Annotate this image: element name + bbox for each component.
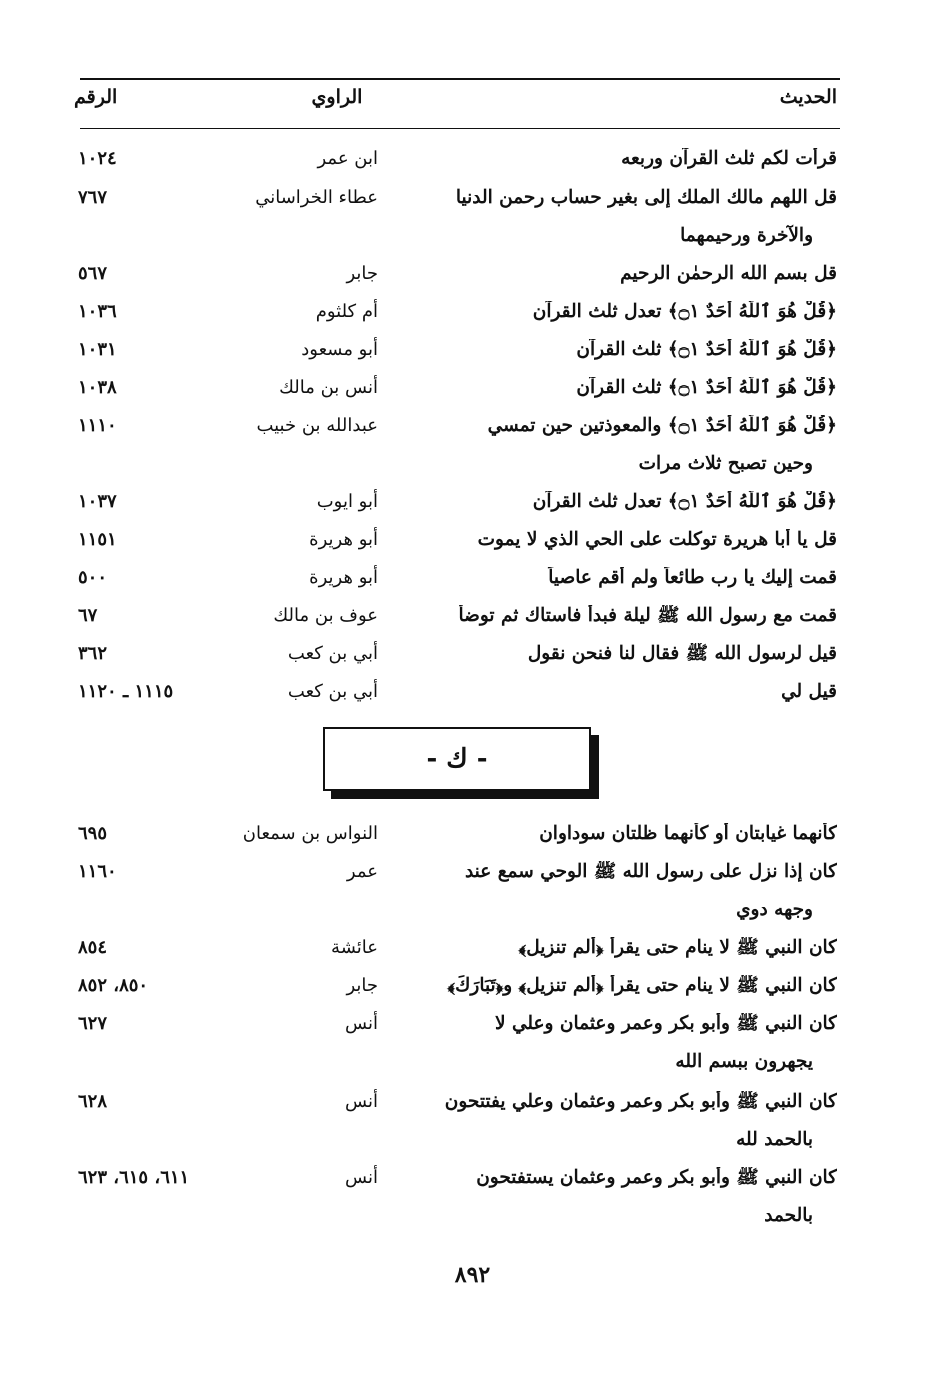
- hadith-continuation: وحين تصبح ثلاث مرات: [638, 453, 813, 474]
- index-row: [0, 643, 945, 679]
- index-row: [0, 415, 945, 487]
- rawi-name: عائشة: [331, 937, 378, 958]
- index-row: [0, 861, 945, 933]
- rawi-name: جابر: [346, 263, 378, 284]
- hadith-number: ٥٠٠: [78, 567, 108, 588]
- hadith-text: كان النبي ﷺ وأبو بكر وعمر وعثمان وعلي يفتتحون: [444, 1091, 837, 1112]
- index-row: [0, 605, 945, 641]
- hadith-continuation: يجهرون ببسم الله: [675, 1051, 813, 1072]
- hadith-number: ١٠٢٤: [78, 148, 117, 169]
- rawi-name: أنس: [345, 1167, 378, 1188]
- rawi-name: أبي بن كعب: [287, 643, 378, 664]
- index-row: [0, 567, 945, 603]
- header-number: الرقم: [74, 86, 118, 108]
- hadith-text: ﴿قُلْ هُوَ ٱللَّهُ أَحَدٌ ۝١﴾ تعدل ثلث القرآن: [532, 491, 837, 512]
- index-row: [0, 263, 945, 299]
- index-row: [0, 1013, 945, 1085]
- index-row: [0, 301, 945, 337]
- header-rawi: الراوي: [311, 86, 363, 108]
- hadith-number: ٥٦٧: [78, 263, 108, 284]
- hadith-text: قل بسم الله الرحمٰن الرحيم: [620, 263, 837, 284]
- rawi-name: أم كلثوم: [315, 301, 378, 322]
- rawi-name: أبو هريرة: [309, 529, 378, 550]
- index-row: [0, 491, 945, 527]
- rawi-name: أبو هريرة: [309, 567, 378, 588]
- hadith-number: ٦٩٥: [78, 823, 108, 844]
- hadith-text: قمت إليك يا رب طائعاً ولم أقم عاصياً: [548, 567, 837, 588]
- page-number: ٨٩٢: [454, 1262, 491, 1288]
- hadith-number: ٨٥٠، ٨٥٢: [78, 975, 149, 996]
- index-row: [0, 187, 945, 259]
- hadith-number: ٦١١، ٦١٥، ٦٢٣: [78, 1167, 190, 1188]
- header-hadith: الحديث: [779, 86, 837, 108]
- rawi-name: عمر: [346, 861, 378, 882]
- index-row: [0, 681, 945, 717]
- header-rule: [80, 128, 840, 129]
- hadith-text: ﴿قُلْ هُوَ ٱللَّهُ أَحَدٌ ۝١﴾ والمعوذتين حين تمسي: [487, 415, 837, 436]
- rawi-name: أنس بن مالك: [279, 377, 378, 398]
- rawi-name: عطاء الخراساني: [255, 187, 378, 208]
- index-row: [0, 937, 945, 973]
- hadith-number: ٣٦٢: [78, 643, 108, 664]
- hadith-text: قرأت لكم ثلث القرآن وربعه: [621, 148, 837, 169]
- index-row: [0, 529, 945, 565]
- hadith-text: قل اللهم مالك الملك إلى بغير حساب رحمن الدنيا: [455, 187, 837, 208]
- hadith-number: ١٠٣٦: [78, 301, 117, 322]
- hadith-text: قيل لي: [781, 681, 837, 702]
- index-row: [0, 823, 945, 859]
- index-row: [0, 148, 945, 184]
- hadith-text: كأنهما غيابتان أو كأنهما ظلتان سوداوان: [539, 823, 837, 844]
- hadith-number: ١٠٣٨: [78, 377, 117, 398]
- hadith-continuation: بالحمد: [764, 1205, 813, 1226]
- hadith-number: ١١٦٠: [78, 861, 117, 882]
- hadith-number: ٦٧: [78, 605, 98, 626]
- index-row: [0, 1167, 945, 1239]
- hadith-text: قمت مع رسول الله ﷺ ليلة فبدأ فاستاك ثم توضأ: [458, 605, 837, 626]
- hadith-number: ١١٥١: [78, 529, 117, 550]
- hadith-text: كان النبي ﷺ لا ينام حتى يقرأ ﴿ألم تنزيل﴾: [518, 937, 837, 958]
- hadith-text: كان إذا نزل على رسول الله ﷺ الوحي سمع عند: [464, 861, 837, 882]
- hadith-number: ٦٢٨: [78, 1091, 108, 1112]
- rawi-name: النواس بن سمعان: [242, 823, 378, 844]
- section-letter: - ك -: [426, 744, 488, 774]
- hadith-continuation: وجهه دوي: [736, 899, 813, 920]
- rawi-name: ابن عمر: [317, 148, 378, 169]
- hadith-text: ﴿قُلْ هُوَ ٱللَّهُ أَحَدٌ ۝١﴾ تعدل ثلث القرآن: [532, 301, 837, 322]
- rawi-name: أبو مسعود: [301, 339, 378, 360]
- top-rule: [80, 78, 840, 80]
- hadith-continuation: بالحمد لله: [736, 1129, 813, 1150]
- hadith-number: ١٠٣١: [78, 339, 117, 360]
- hadith-text: ﴿قُلْ هُوَ ٱللَّهُ أَحَدٌ ۝١﴾ ثلث القرآن: [576, 339, 837, 360]
- hadith-text: ﴿قُلْ هُوَ ٱللَّهُ أَحَدٌ ۝١﴾ ثلث القرآن: [576, 377, 837, 398]
- rawi-name: أنس: [345, 1091, 378, 1112]
- rawi-name: عبدالله بن خبيب: [256, 415, 378, 436]
- hadith-number: ١١١٠: [78, 415, 117, 436]
- section-letter-box: [323, 727, 591, 791]
- hadith-number: ١٠٣٧: [78, 491, 117, 512]
- index-row: [0, 377, 945, 413]
- index-row: [0, 339, 945, 375]
- hadith-number: ٦٢٧: [78, 1013, 108, 1034]
- hadith-text: كان النبي ﷺ وأبو بكر وعمر وعثمان يستفتحون: [476, 1167, 837, 1188]
- hadith-number: ٨٥٤: [78, 937, 108, 958]
- hadith-continuation: والآخرة ورحيمهما: [680, 225, 813, 246]
- rawi-name: عوف بن مالك: [273, 605, 378, 626]
- index-row: [0, 1091, 945, 1163]
- hadith-text: كان النبي ﷺ وأبو بكر وعمر وعثمان وعلي لا: [494, 1013, 837, 1034]
- hadith-number: ٧٦٧: [78, 187, 108, 208]
- index-row: [0, 975, 945, 1011]
- rawi-name: جابر: [346, 975, 378, 996]
- rawi-name: أبو ايوب: [316, 491, 378, 512]
- hadith-text: كان النبي ﷺ لا ينام حتى يقرأ ﴿ألم تنزيل﴾ و﴿تَبَارَكَ﴾: [447, 975, 837, 996]
- hadith-number: ١١١٥ ـ ١١٢٠: [78, 681, 174, 702]
- hadith-text: قل يا أبا هريرة توكلت على الحي الذي لا يموت: [477, 529, 837, 550]
- rawi-name: أبي بن كعب: [287, 681, 378, 702]
- hadith-text: قيل لرسول الله ﷺ فقال لنا فنحن نقول: [527, 643, 837, 664]
- rawi-name: أنس: [345, 1013, 378, 1034]
